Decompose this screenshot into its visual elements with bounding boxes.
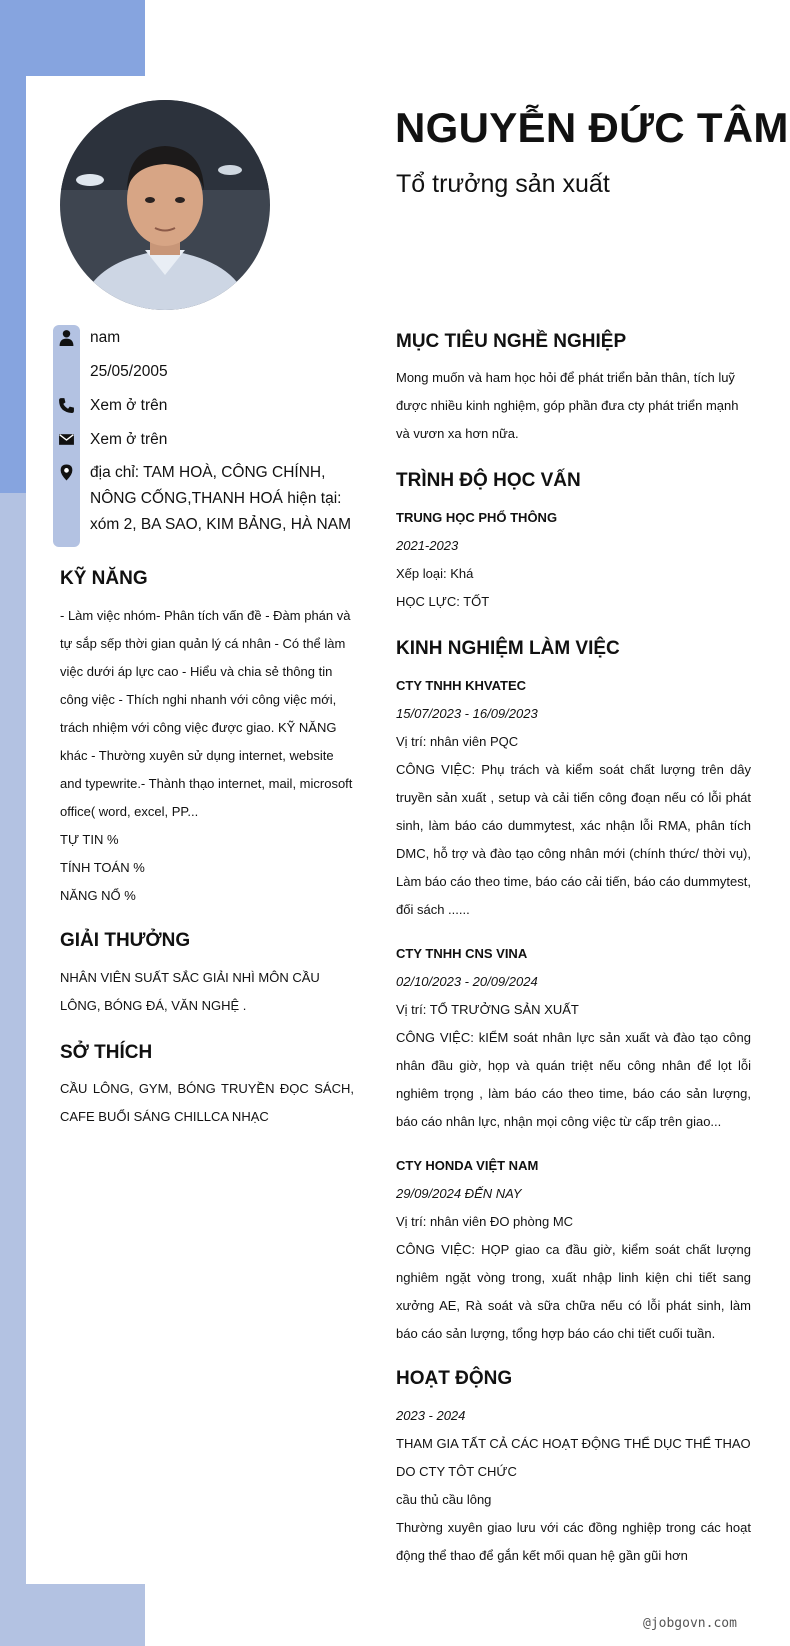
- education-result: HỌC LỰC: TỐT: [396, 594, 490, 609]
- contact-address: địa chỉ: TAM HOÀ, CÔNG CHÍNH, NÔNG CỐNG,THANH HOÁ hiện tại: xóm 2, BA SAO, KIM BẢNG, HÀ NAM: [90, 464, 351, 533]
- avatar: [60, 100, 270, 310]
- contact-phone: Xem ở trên: [90, 397, 168, 414]
- candidate-name: NGUYỄN ĐỨC TÂM: [395, 104, 789, 151]
- decor-top-white: [145, 0, 790, 76]
- skills-item-calculation: TÍNH TOÁN %: [60, 860, 145, 875]
- education-grade: Xếp loại: Khá: [396, 566, 474, 581]
- job-description: CÔNG VIỆC: HỌP giao ca đầu giờ, kiểm soát chất lượng nghiêm ngặt vòng trong, xuất nhập linh kiện chi tiết sang xưởng AE, Rà soát và sữa chữa nếu có lỗi phát sinh, làm báo cáo sản lượng, tổng hợp báo cáo chi tiết cuối tuần.: [396, 1242, 751, 1341]
- skills-heading: KỸ NĂNG: [60, 568, 148, 589]
- awards-text: NHÂN VIÊN SUẤT SẮC GIẢI NHÌ MÔN CẦU LÔNG, BÓNG ĐÁ, VĂN NGHỆ .: [60, 970, 320, 1013]
- objective-heading: MỤC TIÊU NGHỀ NGHIỆP: [396, 331, 627, 352]
- job-description: CÔNG VIỆC: Phụ trách và kiểm soát chất lượng trên dây truyền sản xuất , setup và cải tiến công đoạn nếu có lỗi phát sinh, làm báo cáo dummytest, xác nhận lỗi RMA, phân tích DMC, hỗ trợ và đào tạo công nhân mới (chính thức/ thời vụ), Làm báo cáo theo time, báo cáo cải tiến, báo cáo dummytest, đối sách ......: [396, 762, 751, 917]
- job-position: Vị trí: nhân viên PQC: [396, 734, 519, 749]
- contact-birthday: 25/05/2005: [90, 363, 168, 380]
- job-position: Vị trí: TỔ TRƯỞNG SẢN XUẤT: [396, 1002, 579, 1017]
- objective-text: Mong muốn và ham học hỏi để phát triển bản thân, tích luỹ được nhiều kinh nghiệm, góp phần đưa cty phát triển mạnh và vươn xa hơn nữa.: [396, 370, 739, 441]
- job-period: 15/07/2023 - 16/09/2023: [396, 706, 538, 721]
- experience-heading: KINH NGHIỆM LÀM VIỆC: [396, 638, 620, 659]
- skills-item-confidence: TỰ TIN %: [60, 832, 119, 847]
- activities-role: cầu thủ cầu lông: [396, 1492, 492, 1507]
- job-company: CTY HONDA VIỆT NAM: [396, 1158, 539, 1173]
- email-icon: [58, 431, 75, 448]
- decor-bottom-white: [145, 1584, 790, 1646]
- job-period: 29/09/2024 ĐẾN NAY: [396, 1186, 522, 1201]
- education-school: TRUNG HỌC PHỔ THÔNG: [396, 510, 558, 525]
- contact-email: Xem ở trên: [90, 431, 168, 448]
- activities-heading: HOẠT ĐỘNG: [396, 1368, 513, 1389]
- candidate-job-title: Tổ trưởng sản xuất: [396, 170, 610, 198]
- person-icon: [58, 329, 75, 346]
- job-position: Vị trí: nhân viên ĐO phòng MC: [396, 1214, 574, 1229]
- awards-heading: GIẢI THƯỞNG: [60, 930, 191, 951]
- education-heading: TRÌNH ĐỘ HỌC VẤN: [396, 470, 581, 491]
- activities-period: 2023 - 2024: [396, 1408, 466, 1423]
- education-period: 2021-2023: [396, 538, 459, 553]
- job-description: CÔNG VIỆC: kIỂM soát nhân lực sản xuất và đào tạo công nhân đầu giờ, họp và quán triệt nếu công nhân để lọt lỗi nghiêm trọng , làm báo cáo theo time, báo cáo sản lượng, báo cáo nhân lực, nhận mọi công việc từ cấp trên giao...: [396, 1030, 751, 1129]
- activities-description: Thường xuyên giao lưu với các đồng nghiệp trong các hoạt động thể thao để gắn kết mối quan hệ gần gũi hơn: [396, 1520, 751, 1563]
- watermark: @jobgovn.com: [643, 1616, 737, 1631]
- skills-item-energetic: NĂNG NỔ %: [60, 888, 136, 903]
- job-period: 02/10/2023 - 20/09/2024: [396, 974, 538, 989]
- skills-text: - Làm việc nhóm- Phân tích vấn đề - Đàm phán và tự sắp sếp thời gian quản lý cá nhân - Có thể làm việc dưới áp lực cao - Hiểu và chia sẻ thông tin công việc - Thích nghi nhanh với công việc mới, trách nhiệm với công việc được giao. KỸ NĂNG khác - Thường xuyên sử dụng internet, website and typewrite.- Thành thạo internet, mail, microsoft office( word, excel, PP...: [60, 608, 353, 819]
- job-company: CTY TNHH KHVATEC: [396, 678, 526, 693]
- activities-title: THAM GIA TẤT CẢ CÁC HOẠT ĐỘNG THỂ DỤC THỂ THAO DO CTY TÔT CHỨC: [396, 1436, 751, 1479]
- phone-icon: [58, 397, 75, 414]
- hobbies-text: CẦU LÔNG, GYM, BÓNG TRUYỀN ĐỌC SÁCH, CAFE BUỔI SÁNG CHILLCA NHẠC: [60, 1081, 354, 1124]
- job-company: CTY TNHH CNS VINA: [396, 946, 528, 961]
- hobbies-heading: SỞ THÍCH: [60, 1042, 153, 1063]
- contact-gender: nam: [90, 329, 121, 346]
- location-pin-icon: [58, 464, 75, 481]
